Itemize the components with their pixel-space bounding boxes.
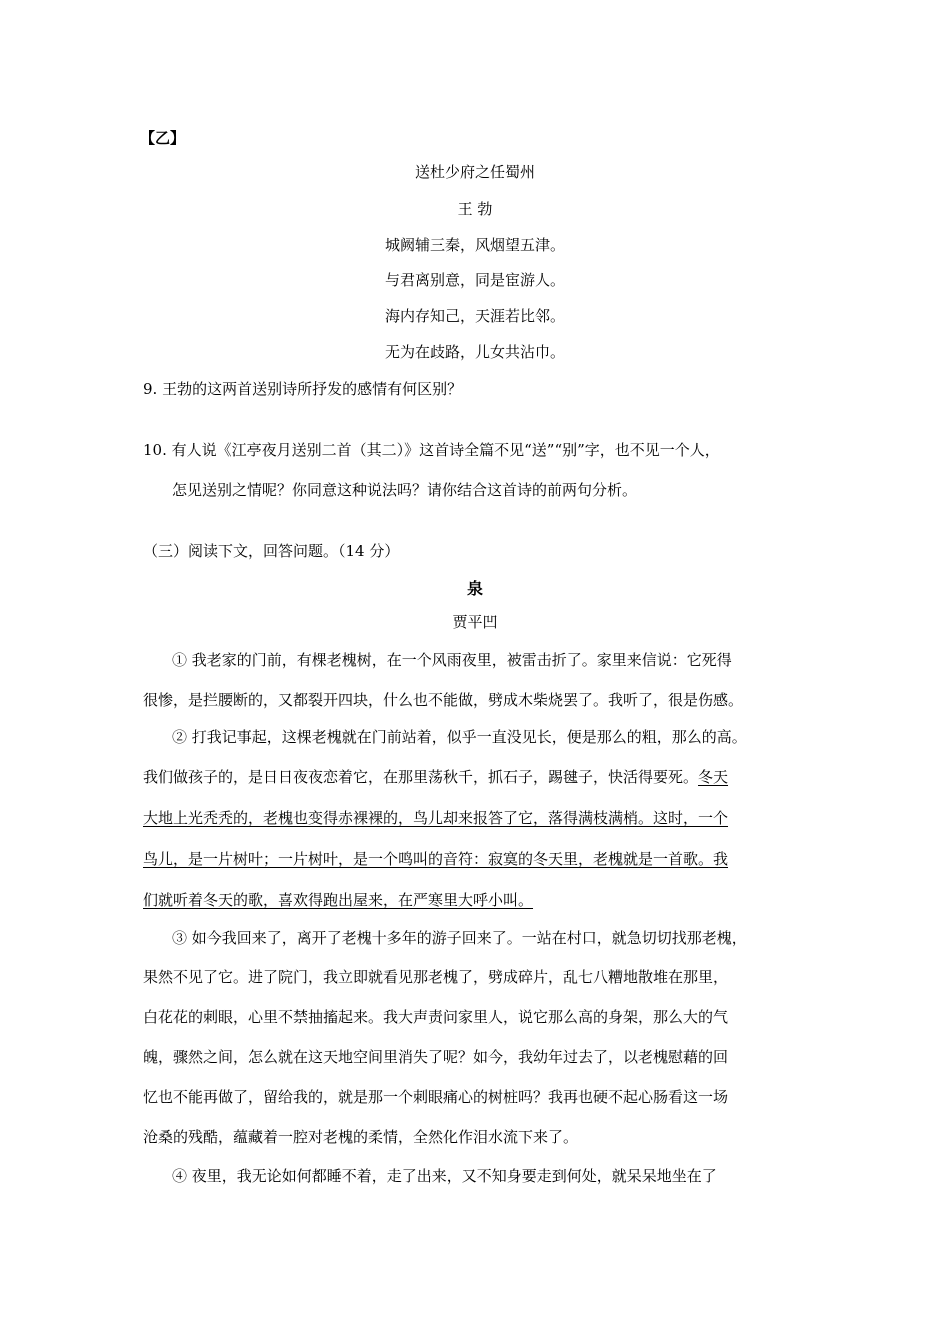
poem-line: 无为在歧路，儿女共沾巾。 — [384, 343, 565, 361]
poem-title: 送杜少府之任蜀州 — [414, 163, 535, 181]
paragraph-line — [143, 767, 728, 787]
paragraph-line: 白花花的刺眼，心里不禁抽搐起来。我大声责问家里人，说它那么高的身架，那么大的气 — [143, 1008, 729, 1026]
paragraph-line: ④ 夜里，我无论如何都睡不着，走了出来，又不知身要走到何处，就呆呆地坐在了 — [172, 1167, 717, 1185]
paragraph-line: ① 我老家的门前，有棵老槐树，在一个风雨夜里，被雷击折了。家里来信说：它死得 — [172, 651, 732, 669]
underlined-line: 大地上光秃秃的，老槐也变得赤裸裸的，鸟儿却来报答了它，落得满枝满梢。这时，一个 — [143, 809, 729, 827]
paragraph-line: 忆也不能再做了，留给我的，就是那一个刺眼痛心的树桩吗？我再也硬不起心肠看这一场 — [143, 1088, 729, 1106]
reading-heading: （三）阅读下文，回答问题。（14 分） — [143, 542, 400, 560]
question-10: 10. 有人说《江亭夜月送别二首（其二）》这首诗全篇不见“送”“别”字，也不见一个人， — [143, 441, 720, 459]
paragraph-line: 魄，骤然之间，怎么就在这天地空间里消失了呢？如今，我幼年过去了，以老槐慰藉的回 — [143, 1048, 729, 1066]
paragraph-line: 很惨，是拦腰断的，又都裂开四块，什么也不能做，劈成木柴烧罢了。我听了，很是伤感。 — [143, 691, 744, 709]
underlined-line: 鸟儿，是一片树叶；一片树叶，是一个鸣叫的音符：寂寞的冬天里，老槐就是一首歌。我 — [143, 850, 729, 868]
section-label-yi: 【乙】 — [140, 129, 186, 147]
poem-line: 城阙辅三秦，风烟望五津。 — [384, 236, 565, 254]
paragraph-text: 我们做孩子的，是日日夜夜恋着它，在那里荡秋千，抓石子，踢毽子，快活得要死。 — [143, 768, 699, 786]
article-title: 泉 — [466, 579, 483, 598]
question-9: 9. 王勃的这两首送别诗所抒发的感情有何区别？ — [143, 380, 463, 398]
poem-line: 海内存知己，天涯若比邻。 — [384, 307, 565, 325]
paragraph-line: ② 打我记事起，这棵老槐就在门前站着，似乎一直没见长，便是那么的粗，那么的高。 — [172, 728, 747, 746]
underlined-line: 们就听着冬天的歌，喜欢得跑出屋来，在严寒里大呼小叫。 — [143, 891, 534, 909]
paragraph-line: 沧桑的残酷，蕴藏着一腔对老槐的柔情，全然化作泪水流下来了。 — [143, 1128, 579, 1146]
poem-author: 王 勃 — [457, 200, 493, 218]
paragraph-line: 果然不见了它。进了院门，我立即就看见那老槐了，劈成碎片，乱七八糟地散堆在那里， — [143, 968, 729, 986]
question-10-continued: 怎见送别之情呢？你同意这种说法吗？请你结合这首诗的前两句分析。 — [172, 481, 638, 499]
underlined-text: 冬天 — [698, 768, 729, 786]
poem-line: 与君离别意，同是宦游人。 — [384, 271, 565, 289]
paragraph-line: ③ 如今我回来了，离开了老槐十多年的游子回来了。一站在村口，就急切切找那老槐， — [172, 929, 747, 947]
article-author: 贾平凹 — [452, 613, 498, 631]
